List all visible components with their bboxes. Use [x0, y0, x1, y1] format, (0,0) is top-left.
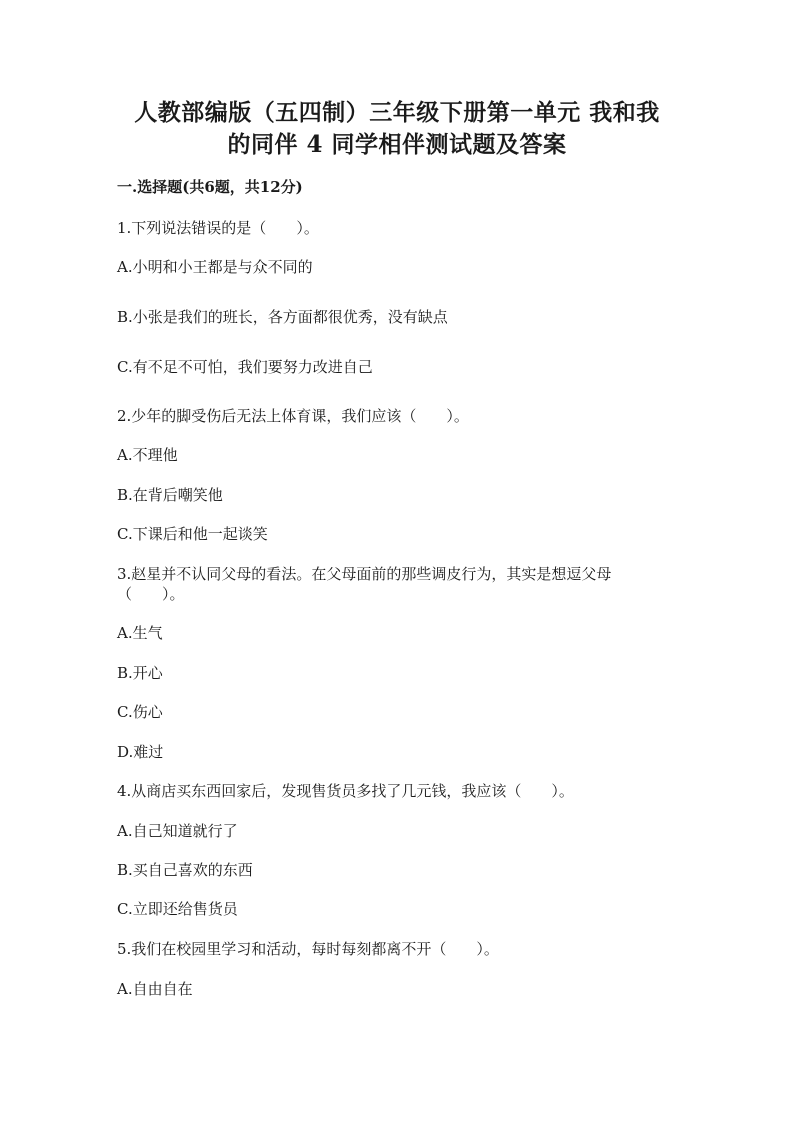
question-3-stem-continued: （ ）。 — [117, 585, 185, 603]
question-2-option-c: C.下课后和他一起谈笑 — [117, 525, 268, 543]
question-2-stem: 2.少年的脚受伤后无法上体育课，我们应该（ ）。 — [117, 407, 469, 425]
question-3-option-a: A.生气 — [117, 624, 163, 642]
question-3-option-c: C.伤心 — [117, 703, 163, 721]
question-3-option-d: D.难过 — [117, 743, 164, 761]
question-2-option-b: B.在背后嘲笑他 — [117, 486, 223, 504]
question-4-option-a: A.自己知道就行了 — [117, 822, 238, 840]
question-3-stem: 3.赵星并不认同父母的看法。在父母面前的那些调皮行为，其实是想逗父母 — [117, 565, 612, 583]
document-title-line-1: 人教部编版（五四制）三年级下册第一单元 我和我 — [134, 99, 660, 126]
question-4-option-c: C.立即还给售货员 — [117, 900, 238, 918]
question-4-stem: 4.从商店买东西回家后，发现售货员多找了几元钱，我应该（ ）。 — [117, 782, 574, 800]
question-3-option-b: B.开心 — [117, 664, 163, 682]
section-heading: 一.选择题(共6题，共12分) — [117, 178, 303, 196]
question-5-option-a: A.自由自在 — [117, 980, 193, 998]
question-2-option-a: A.不理他 — [117, 446, 178, 464]
question-1-option-b: B.小张是我们的班长，各方面都很优秀，没有缺点 — [117, 308, 448, 326]
question-1-option-a: A.小明和小王都是与众不同的 — [117, 258, 313, 276]
question-1-option-c: C.有不足不可怕，我们要努力改进自己 — [117, 358, 373, 376]
question-4-option-b: B.买自己喜欢的东西 — [117, 861, 253, 879]
document-title-line-2: 的同伴 4 同学相伴测试题及答案 — [227, 131, 567, 158]
question-5-stem: 5.我们在校园里学习和活动，每时每刻都离不开（ ）。 — [117, 940, 499, 958]
question-1-stem: 1.下列说法错误的是（ ）。 — [117, 219, 319, 237]
